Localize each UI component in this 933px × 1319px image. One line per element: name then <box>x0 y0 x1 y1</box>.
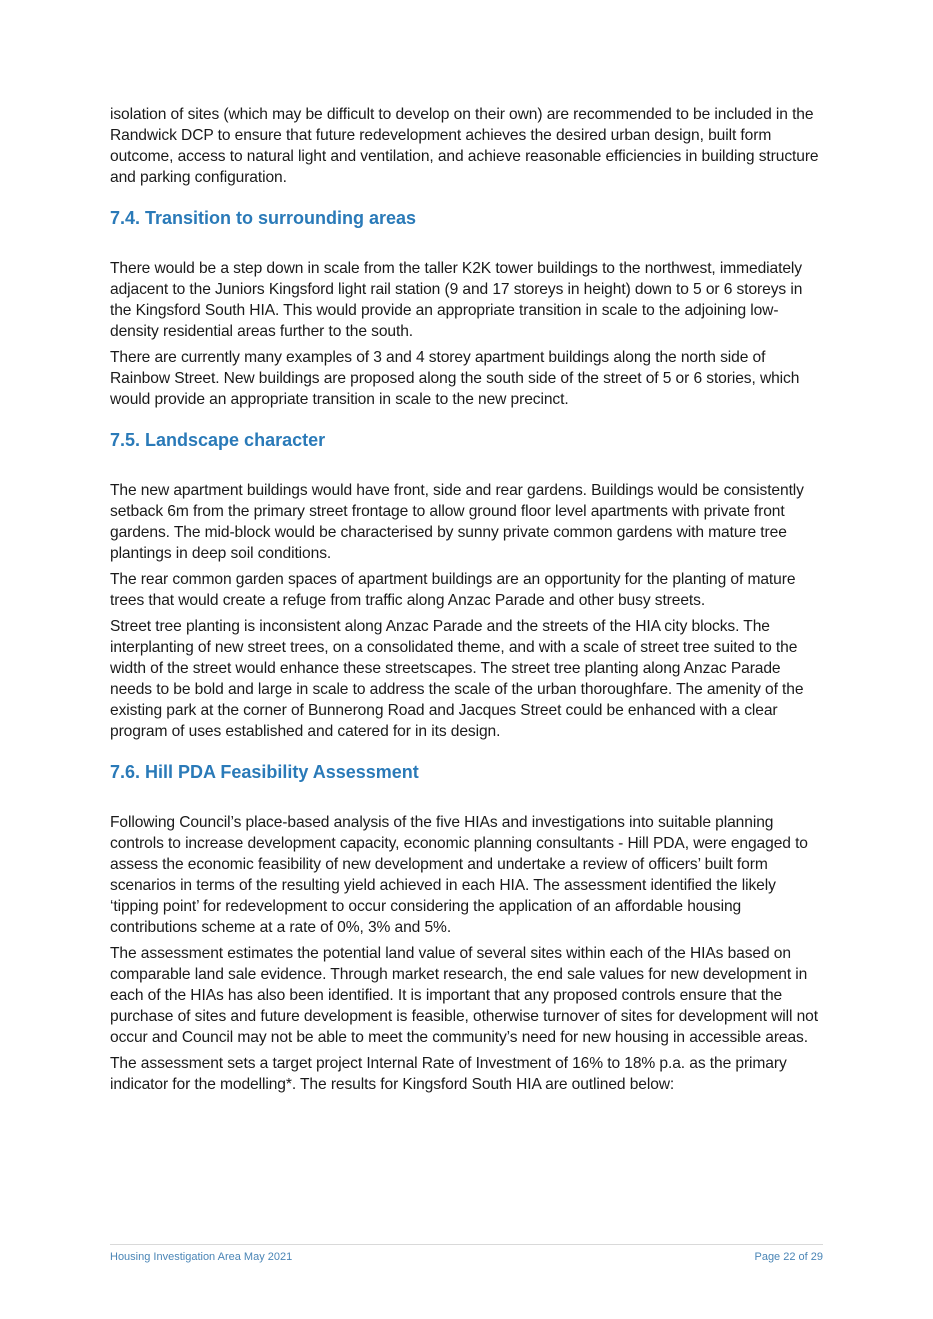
section-7-5-heading-wrap <box>110 428 826 452</box>
section-7-6-heading-wrap <box>110 760 826 784</box>
section-7-4-paragraph-2: There are currently many examples of 3 and 4 storey apartment buildings along the north side of Rainbow Street. New buildings are proposed along the south side of the street of 5 or 6 stories, which would provide an appropriate transition in scale to the new precinct. <box>110 349 800 408</box>
section-7-6-heading: 7.6. Hill PDA Feasibility Assessment <box>110 762 419 782</box>
document-page <box>110 104 826 1100</box>
section-7-6-paragraph-3: The assessment sets a target project Internal Rate of Investment of 16% to 18% p.a. as the primary indicator for the modelling*. The results for Kingsford South HIA are outlined below: <box>110 1055 787 1093</box>
section-7-4-heading: 7.4. Transition to surrounding areas <box>110 208 417 228</box>
footer-page-number: Page 22 of 29 <box>754 1251 823 1263</box>
intro-paragraph: isolation of sites (which may be difficult to develop on their own) are recommended to be included in the Randwick DCP to ensure that future redevelopment achieves the desired urban design, built form outcome, access to natural light and ventilation, and achieve reasonable efficiencies in building structure and parking configuration. <box>110 106 819 186</box>
footer-document-title: Housing Investigation Area May 2021 <box>110 1251 293 1263</box>
section-7-6-paragraph-1: Following Council’s place-based analysis of the five HIAs and investigations into suitable planning controls to increase development capacity, economic planning consultants - Hill PDA, were engaged to assess the economic feasibility of new development and undertake a review of officers’ built form scenarios in terms of the resulting yield achieved in each HIA. The assessment identified the likely ‘tipping point’ for redevelopment to occur considering the application of an affordable housing contributions scheme at a rate of 0%, 3% and 5%. <box>110 814 808 936</box>
section-7-5-paragraph-1: The new apartment buildings would have front, side and rear gardens. Buildings would be consistently setback 6m from the primary street frontage to allow ground floor level apartments with private front gardens. The mid-block would be characterised by sunny private common gardens with mature tree plantings in deep soil conditions. <box>110 482 804 562</box>
page-footer <box>110 1244 823 1263</box>
section-7-4-heading-wrap <box>110 206 826 230</box>
section-7-6-paragraph-2: The assessment estimates the potential land value of several sites within each of the HIAs based on comparable land sale evidence. Through market research, the end sale values for new development in each of the HIAs has also been identified. It is important that any proposed controls ensure that the purchase of sites and future development is feasible, otherwise turnover of sites for development will not occur and Council may not be able to meet the community’s need for new housing in accessible areas. <box>110 945 818 1046</box>
section-7-4-paragraph-1: There would be a step down in scale from the taller K2K tower buildings to the northwest, immediately adjacent to the Juniors Kingsford light rail station (9 and 17 storeys in height) down to 5 or 6 storeys in the Kingsford South HIA. This would provide an appropriate transition in scale to the adjoining low-density residential areas further to the south. <box>110 260 803 340</box>
section-7-5-paragraph-2: The rear common garden spaces of apartment buildings are an opportunity for the planting of mature trees that would create a refuge from traffic along Anzac Parade and other busy streets. <box>110 571 796 609</box>
section-7-5-paragraph-3: Street tree planting is inconsistent along Anzac Parade and the streets of the HIA city blocks. The interplanting of new street trees, on a consolidated theme, and with a scale of street tree suited to the width of the street would enhance these streetscapes. The street tree planting along Anzac Parade needs to be bold and large in scale to address the scale of the urban thoroughfare. The amenity of the existing park at the corner of Bunnerong Road and Jacques Street could be enhanced with a clear program of uses established and catered for in its design. <box>110 618 804 740</box>
section-7-5-heading: 7.5. Landscape character <box>110 430 326 450</box>
